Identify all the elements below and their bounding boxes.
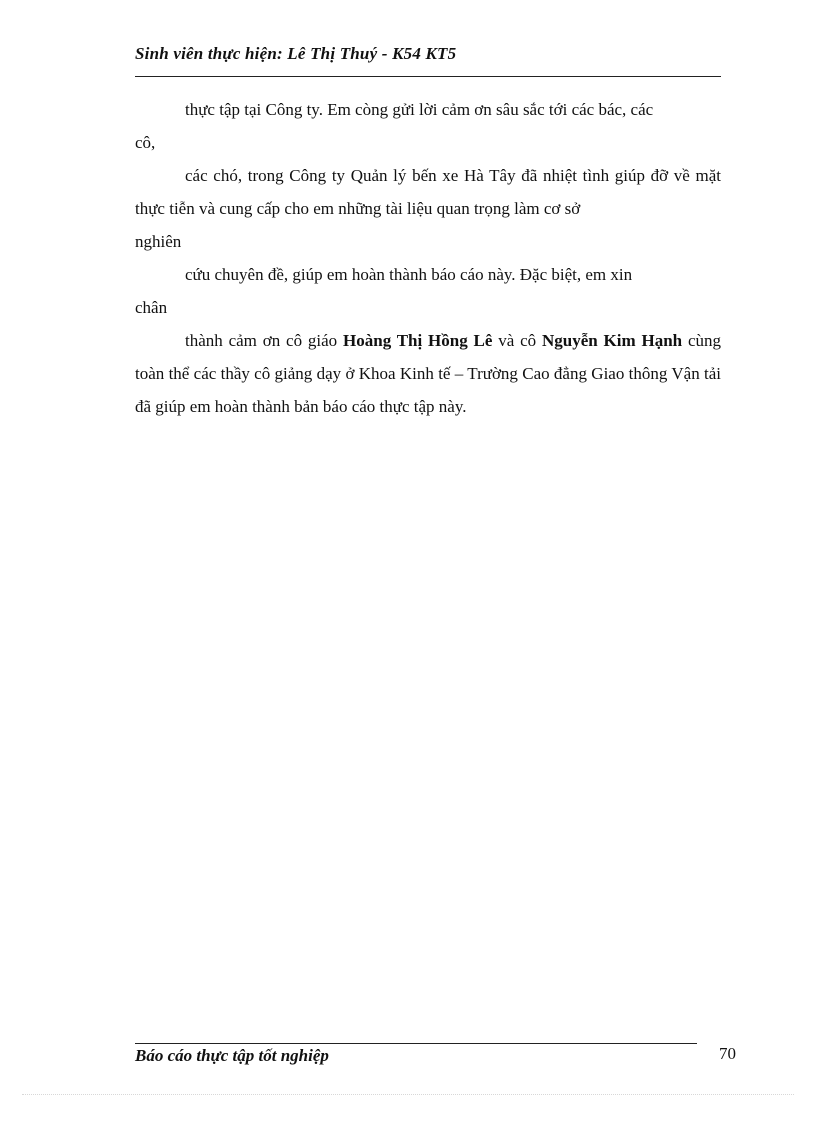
document-body bbox=[135, 93, 721, 423]
paragraph-line: nghiên bbox=[135, 232, 182, 251]
acknowledgement-paragraph bbox=[135, 324, 721, 423]
text-run: và cô bbox=[492, 331, 542, 350]
text-run: cùng toàn thể các thầy cô giảng dạy ở Khoa Kinh tế – Trường Cao đẳng Giao thông Vận tải đã giúp em hoàn thành bản báo cáo thực tập này. bbox=[135, 331, 721, 416]
teacher-name: Hoàng Thị Hồng Lê bbox=[343, 331, 493, 350]
paragraph-line: chân bbox=[135, 298, 168, 317]
page-header: Sinh viên thực hiện: Lê Thị Thuý - K54 KT5 bbox=[135, 44, 457, 63]
page-edge bbox=[22, 1094, 794, 1095]
text-run: thành cảm ơn cô giáo bbox=[185, 331, 344, 350]
header-rule bbox=[135, 76, 721, 77]
paragraph-line: cứu chuyên đề, giúp em hoàn thành báo cáo này. Đặc biệt, em xin bbox=[185, 265, 633, 284]
paragraph: các chó, trong Công ty Quản lý bến xe Hà Tây đã nhiệt tình giúp đỡ về mặt thực tiễn và cung cấp cho em những tài liệu quan trọng làm cơ sở bbox=[135, 166, 721, 218]
teacher-name: Nguyễn Kim Hạnh bbox=[542, 331, 683, 350]
page-number: 70 bbox=[719, 1044, 736, 1063]
paragraph-line: cô, bbox=[135, 133, 156, 152]
footer-rule bbox=[135, 1043, 697, 1044]
paragraph-line: thực tập tại Công ty. Em còng gửi lời cảm ơn sâu sắc tới các bác, các bbox=[185, 100, 654, 119]
page-footer: Báo cáo thực tập tốt nghiệp bbox=[135, 1046, 329, 1065]
